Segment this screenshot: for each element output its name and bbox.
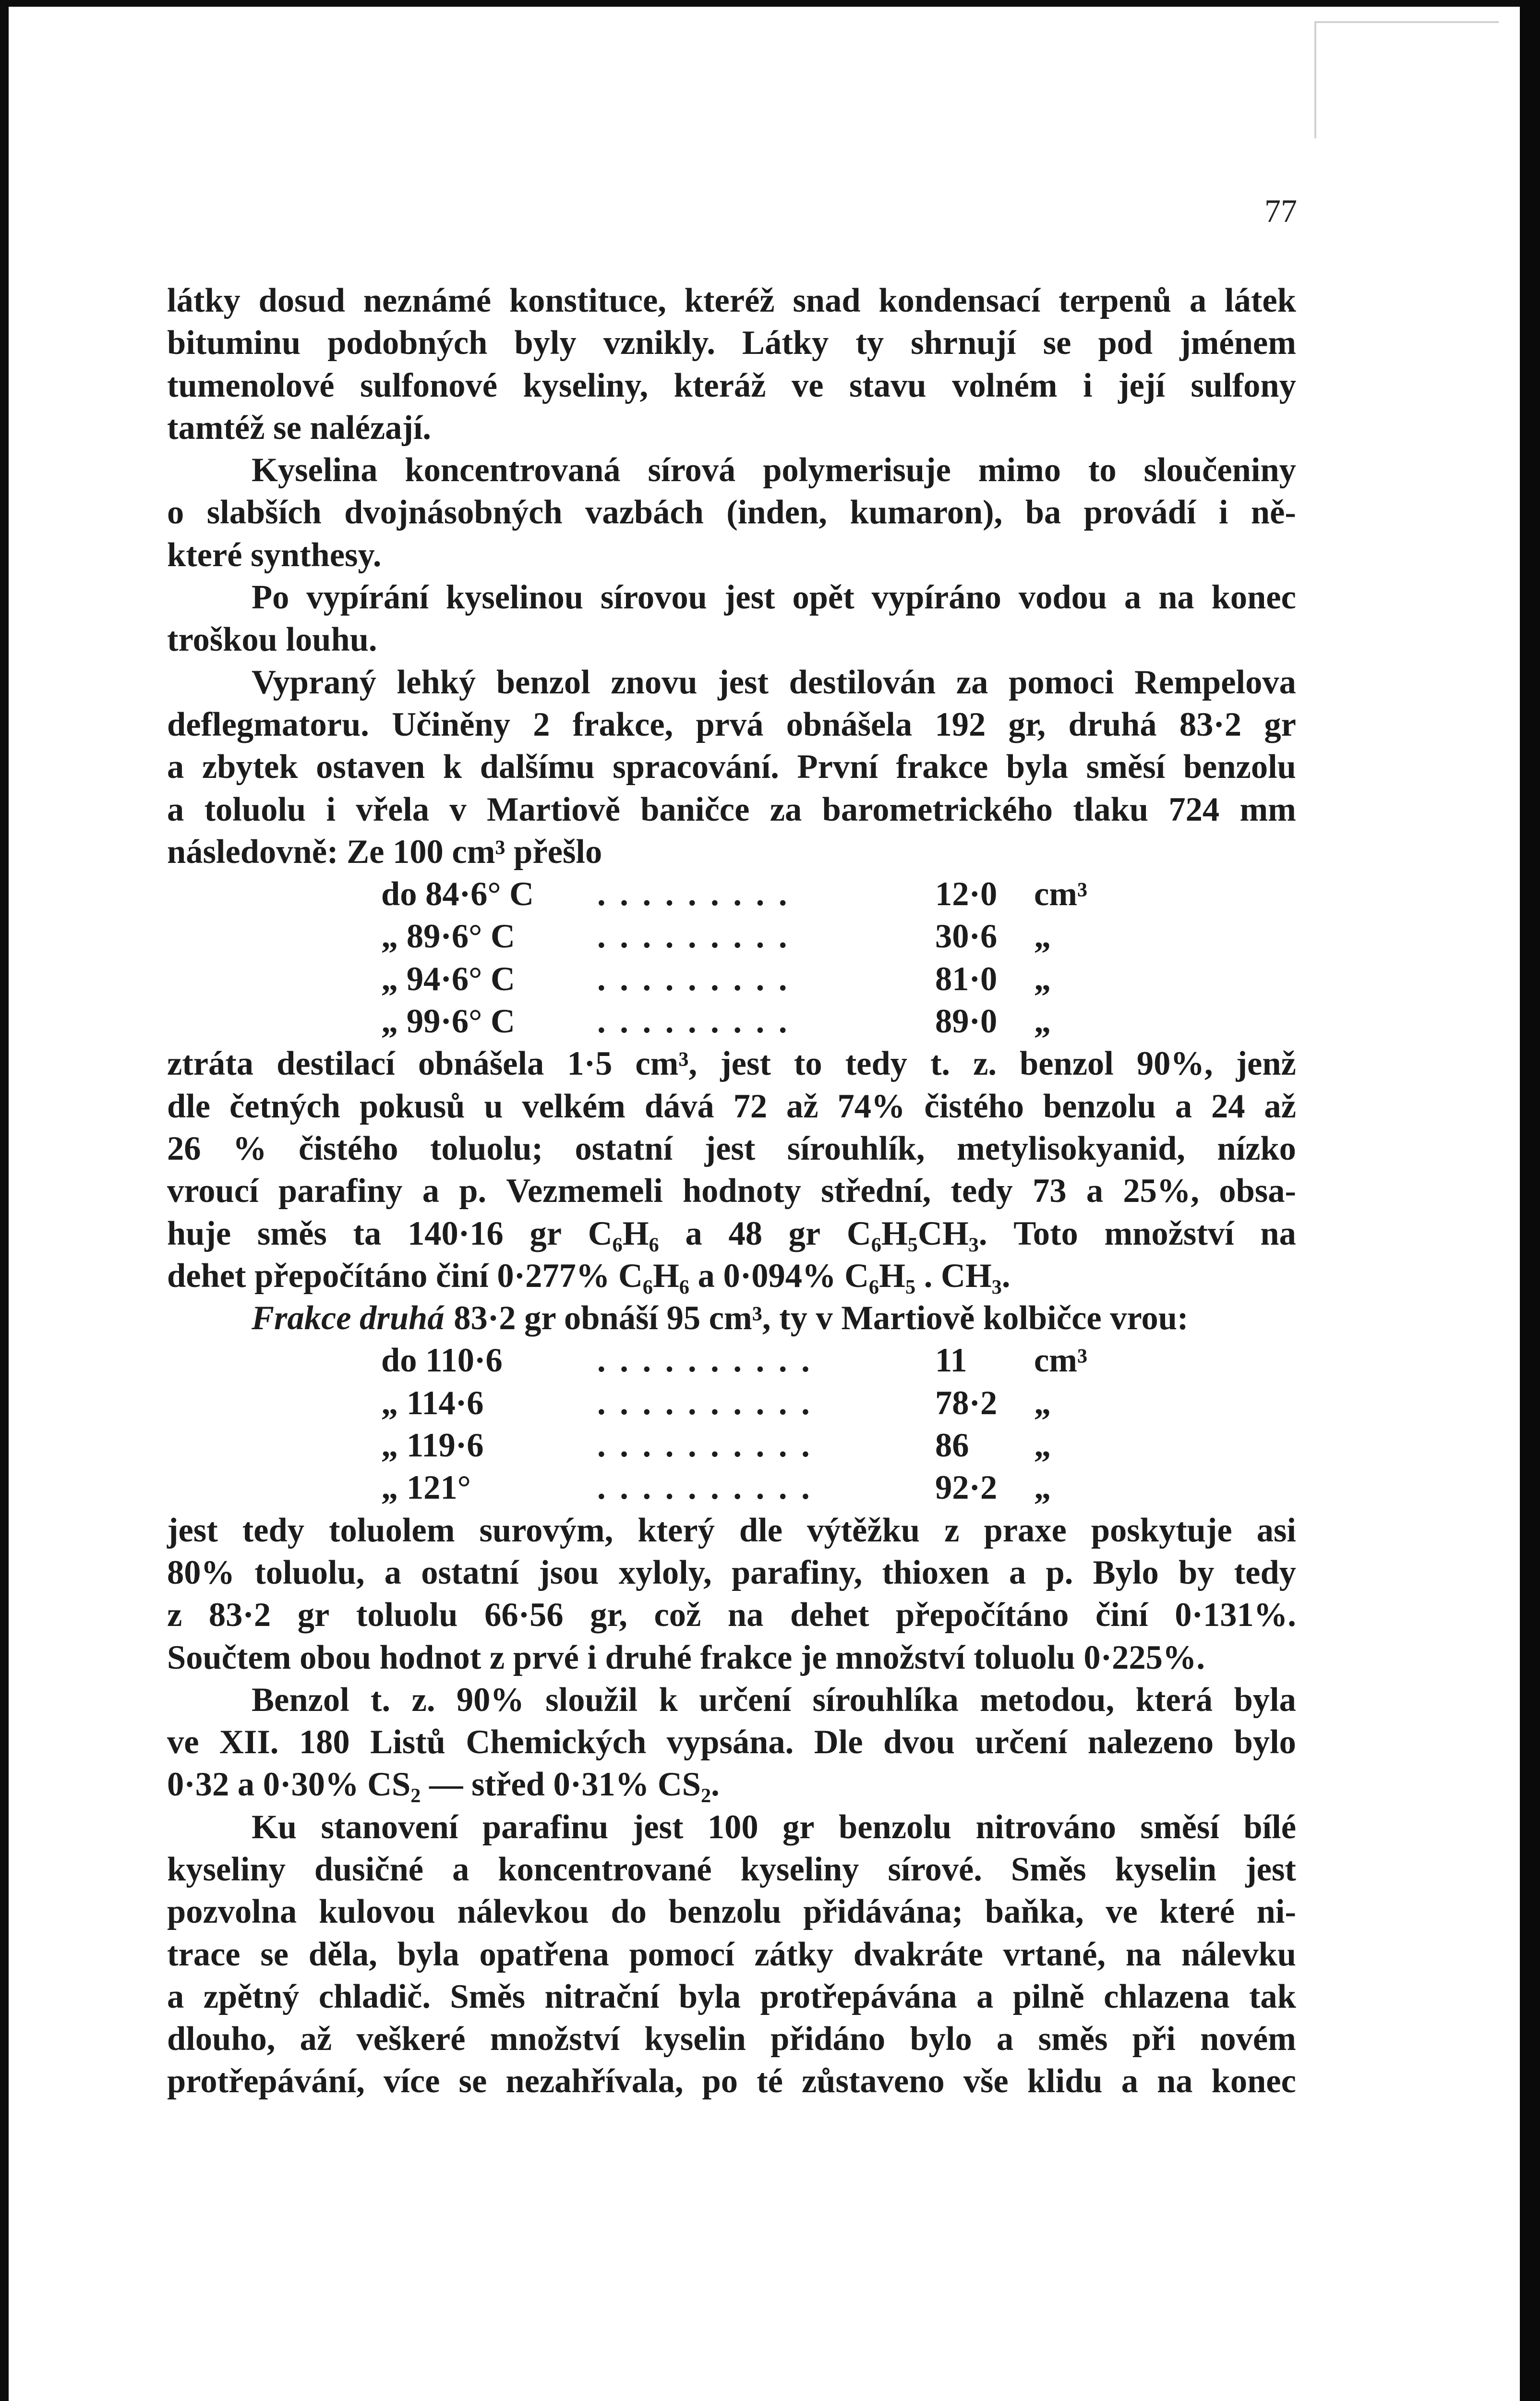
text-line: trace se děla, byla opatřena pomocí zátky dvakráte vrtané, na nálevku <box>167 1935 1296 1973</box>
frakce-rest: 83·2 gr obnáší 95 cm³, ty v Martiově kolbičce vrou: <box>454 1299 1189 1337</box>
distillation-table-2 <box>167 1339 1296 1509</box>
text-line: které synthesy. <box>167 536 382 574</box>
text-line: tamtéž se nalézají. <box>167 409 432 447</box>
text-line: bituminu podobných byly vznikly. Látky ty shrnují se pod jménem <box>167 324 1296 362</box>
temperature-label: „ 89·6° C <box>381 918 515 956</box>
temperature-label: „ 99·6° C <box>381 1003 515 1041</box>
text-line: dle četných pokusů u velkém dává 72 až 74% čistého benzolu a 24 až <box>167 1087 1296 1125</box>
scan-edge <box>1520 0 1540 2401</box>
text-line: pozvolna kulovou nálevkou do benzolu přidávána; baňka, ve které ni- <box>167 1893 1296 1931</box>
text-line: dlouho, až veškeré množství kyselin přidáno bylo a směs při novém <box>167 2020 1296 2058</box>
paragraph-block-1 <box>167 279 1296 873</box>
leader-dots: .......... <box>597 1384 824 1422</box>
paragraph-block-2 <box>167 1043 1296 1297</box>
table-row <box>167 1467 1296 1509</box>
text-line: a zpětný chladič. Směs nitrační byla protřepávána a pilně chlazena tak <box>167 1977 1296 2015</box>
leader-dots: ......... <box>597 1003 802 1041</box>
table-row <box>167 1382 1296 1424</box>
text-line: následovně: Ze 100 cm³ přešlo <box>167 833 602 871</box>
text-line: kyseliny dusičné a koncentrované kyseliny sírové. Směs kyselin jest <box>167 1850 1296 1888</box>
leader-dots: .......... <box>597 1427 824 1465</box>
text-line: Vypraný lehký benzol znovu jest destilován za pomoci Rempelova <box>252 663 1296 701</box>
volume-unit: „ <box>1034 1427 1051 1465</box>
volume-value: 81·0 <box>935 960 998 998</box>
leader-dots: .......... <box>597 1342 824 1380</box>
text-line: Ku stanovení parafinu jest 100 gr benzolu nitrováno směsí bílé <box>252 1808 1296 1846</box>
volume-unit: „ <box>1034 1384 1051 1422</box>
text-line: ztráta destilací obnášela 1·5 cm³, jest to tedy t. z. benzol 90%, jenž <box>167 1045 1296 1083</box>
volume-unit: cm³ <box>1034 875 1088 913</box>
text-line: huje směs ta 140·16 gr C₆H₆ a 48 gr C₆H₅CH₃. Toto množství na <box>167 1214 1296 1252</box>
text-line: tumenolové sulfonové kyseliny, kteráž ve stavu volném i její sulfony <box>167 366 1296 404</box>
table-row <box>167 1339 1296 1382</box>
leader-dots: ......... <box>597 875 802 913</box>
volume-unit: „ <box>1034 960 1051 998</box>
text-line: deflegmatoru. Učiněny 2 frakce, prvá obnášela 192 gr, druhá 83·2 gr <box>167 705 1296 743</box>
text-line: a zbytek ostaven k dalšímu spracování. První frakce byla směsí benzolu <box>167 748 1296 786</box>
text-line: Kyselina koncentrovaná sírová polymerisuje mimo to sloučeniny <box>252 451 1296 489</box>
page-number: 77 <box>1264 193 1297 229</box>
temperature-label: „ 94·6° C <box>381 960 515 998</box>
temperature-label: „ 121° <box>381 1469 471 1507</box>
volume-value: 78·2 <box>935 1384 998 1422</box>
text-line: vroucí parafiny a p. Vezmemeli hodnoty střední, tedy 73 a 25%, obsa- <box>167 1172 1296 1210</box>
volume-unit: „ <box>1034 1003 1051 1041</box>
temperature-label: do 110·6 <box>381 1342 503 1380</box>
paragraph-block-3 <box>167 1509 1296 2103</box>
text-line: jest tedy toluolem surovým, který dle výtěžku z praxe poskytuje asi <box>167 1511 1296 1549</box>
body-text <box>167 279 1296 2103</box>
volume-unit: „ <box>1034 918 1051 956</box>
table-row <box>167 958 1296 1000</box>
frakce-line <box>167 1297 1296 1339</box>
volume-unit: „ <box>1034 1469 1051 1507</box>
text-line: 0·32 a 0·30% CS₂ — střed 0·31% CS₂. <box>167 1766 720 1804</box>
volume-value: 12·0 <box>935 875 998 913</box>
table-row <box>167 1000 1296 1043</box>
text-line: Benzol t. z. 90% sloužil k určení sírouhlíka metodou, která byla <box>252 1681 1296 1719</box>
volume-value: 92·2 <box>935 1469 998 1507</box>
volume-value: 86 <box>935 1427 969 1465</box>
leader-dots: ......... <box>597 918 802 956</box>
volume-value: 11 <box>935 1342 967 1380</box>
text-line: Součtem obou hodnot z prvé i druhé frakce je množství toluolu 0·225%. <box>167 1638 1205 1676</box>
text-line: 26 % čistého toluolu; ostatní jest sírouhlík, metylisokyanid, nízko <box>167 1129 1296 1167</box>
volume-value: 30·6 <box>935 918 998 956</box>
text-line: protřepávání, více se nezahřívala, po té zůstaveno vše klidu a na konec <box>167 2062 1296 2100</box>
temperature-label: „ 114·6 <box>381 1384 484 1422</box>
frakce-italic: Frakce druhá <box>252 1299 445 1337</box>
scan-corner-mark <box>1314 21 1499 138</box>
text-line: dehet přepočítáno činí 0·277% C₆H₆ a 0·094% C₆H₅ . CH₃. <box>167 1257 1011 1295</box>
text-line: o slabších dvojnásobných vazbách (inden, kumaron), ba provádí i ně- <box>167 494 1296 532</box>
table-row <box>167 1424 1296 1467</box>
table-row <box>167 915 1296 958</box>
text-line: 80% toluolu, a ostatní jsou xyloly, parafiny, thioxen a p. Bylo by tedy <box>167 1553 1296 1591</box>
volume-value: 89·0 <box>935 1003 998 1041</box>
volume-unit: cm³ <box>1034 1342 1088 1380</box>
text-line: látky dosud neznámé konstituce, kteréž snad kondensací terpenů a látek <box>167 282 1296 319</box>
temperature-label: „ 119·6 <box>381 1427 484 1465</box>
table-row <box>167 873 1296 915</box>
text-line: ve XII. 180 Listů Chemických vypsána. Dle dvou určení nalezeno bylo <box>167 1723 1296 1761</box>
text-line: Po vypírání kyselinou sírovou jest opět vypíráno vodou a na konec <box>252 579 1296 617</box>
leader-dots: .......... <box>597 1469 824 1507</box>
text-line: z 83·2 gr toluolu 66·56 gr, což na dehet přepočítáno činí 0·131%. <box>167 1596 1296 1634</box>
leader-dots: ......... <box>597 960 802 998</box>
text-line: a toluolu i vřela v Martiově baničce za barometrického tlaku 724 mm <box>167 790 1296 828</box>
temperature-label: do 84·6° C <box>381 875 534 913</box>
text-line: troškou louhu. <box>167 621 377 659</box>
distillation-table-1 <box>167 873 1296 1043</box>
